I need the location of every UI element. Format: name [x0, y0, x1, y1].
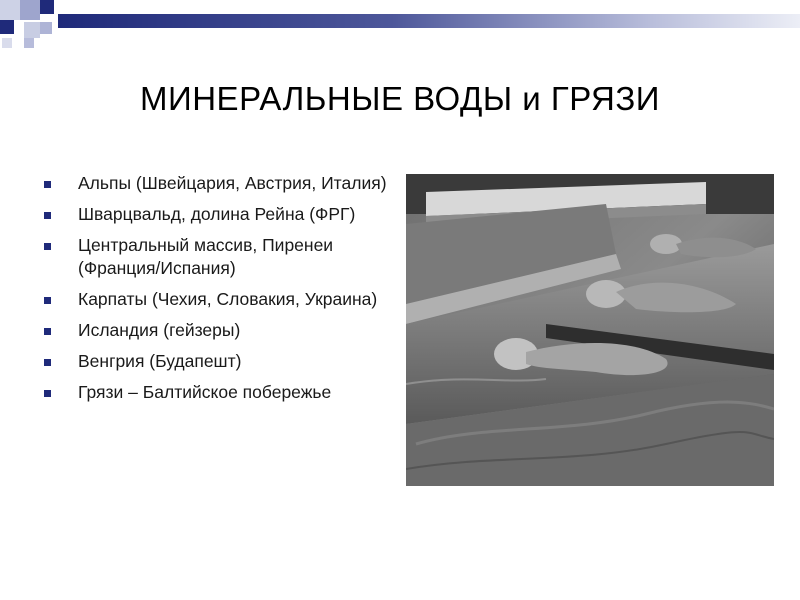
deco-square	[40, 22, 52, 34]
list-item-text: Карпаты (Чехия, Словакия, Украина)	[78, 289, 378, 309]
list-item	[44, 234, 394, 280]
bullet-list	[44, 172, 394, 412]
deco-square	[40, 0, 54, 14]
deco-square	[24, 38, 34, 48]
list-item	[44, 381, 394, 404]
list-item-text: Альпы (Швейцария, Австрия, Италия)	[78, 173, 387, 193]
deco-square	[0, 0, 20, 20]
list-item-text: Грязи – Балтийское побережье	[78, 382, 332, 402]
square-bullet-icon	[44, 328, 51, 335]
deco-square	[20, 0, 40, 20]
list-item	[44, 350, 394, 373]
square-bullet-icon	[44, 181, 51, 188]
square-bullet-icon	[44, 212, 51, 219]
list-item-text: Шварцвальд, долина Рейна (ФРГ)	[78, 204, 356, 224]
list-item-text: Венгрия (Будапешт)	[78, 351, 242, 371]
mud-bath-photo	[406, 174, 774, 486]
list-item	[44, 288, 394, 311]
list-item	[44, 319, 394, 342]
deco-square	[2, 38, 12, 48]
list-item-text: Исландия (гейзеры)	[78, 320, 241, 340]
square-bullet-icon	[44, 297, 51, 304]
square-bullet-icon	[44, 243, 51, 250]
header-bar	[58, 14, 800, 28]
slide-title: МИНЕРАЛЬНЫЕ ВОДЫ и ГРЯЗИ	[140, 80, 660, 117]
deco-square	[0, 20, 14, 34]
square-bullet-icon	[44, 390, 51, 397]
deco-square	[24, 22, 40, 38]
list-item	[44, 203, 394, 226]
list-item	[44, 172, 394, 195]
list-item-text: Центральный массив, Пиренеи (Франция/Испания)	[78, 235, 334, 278]
square-bullet-icon	[44, 359, 51, 366]
mud-bath-photo-illustration	[406, 174, 774, 486]
